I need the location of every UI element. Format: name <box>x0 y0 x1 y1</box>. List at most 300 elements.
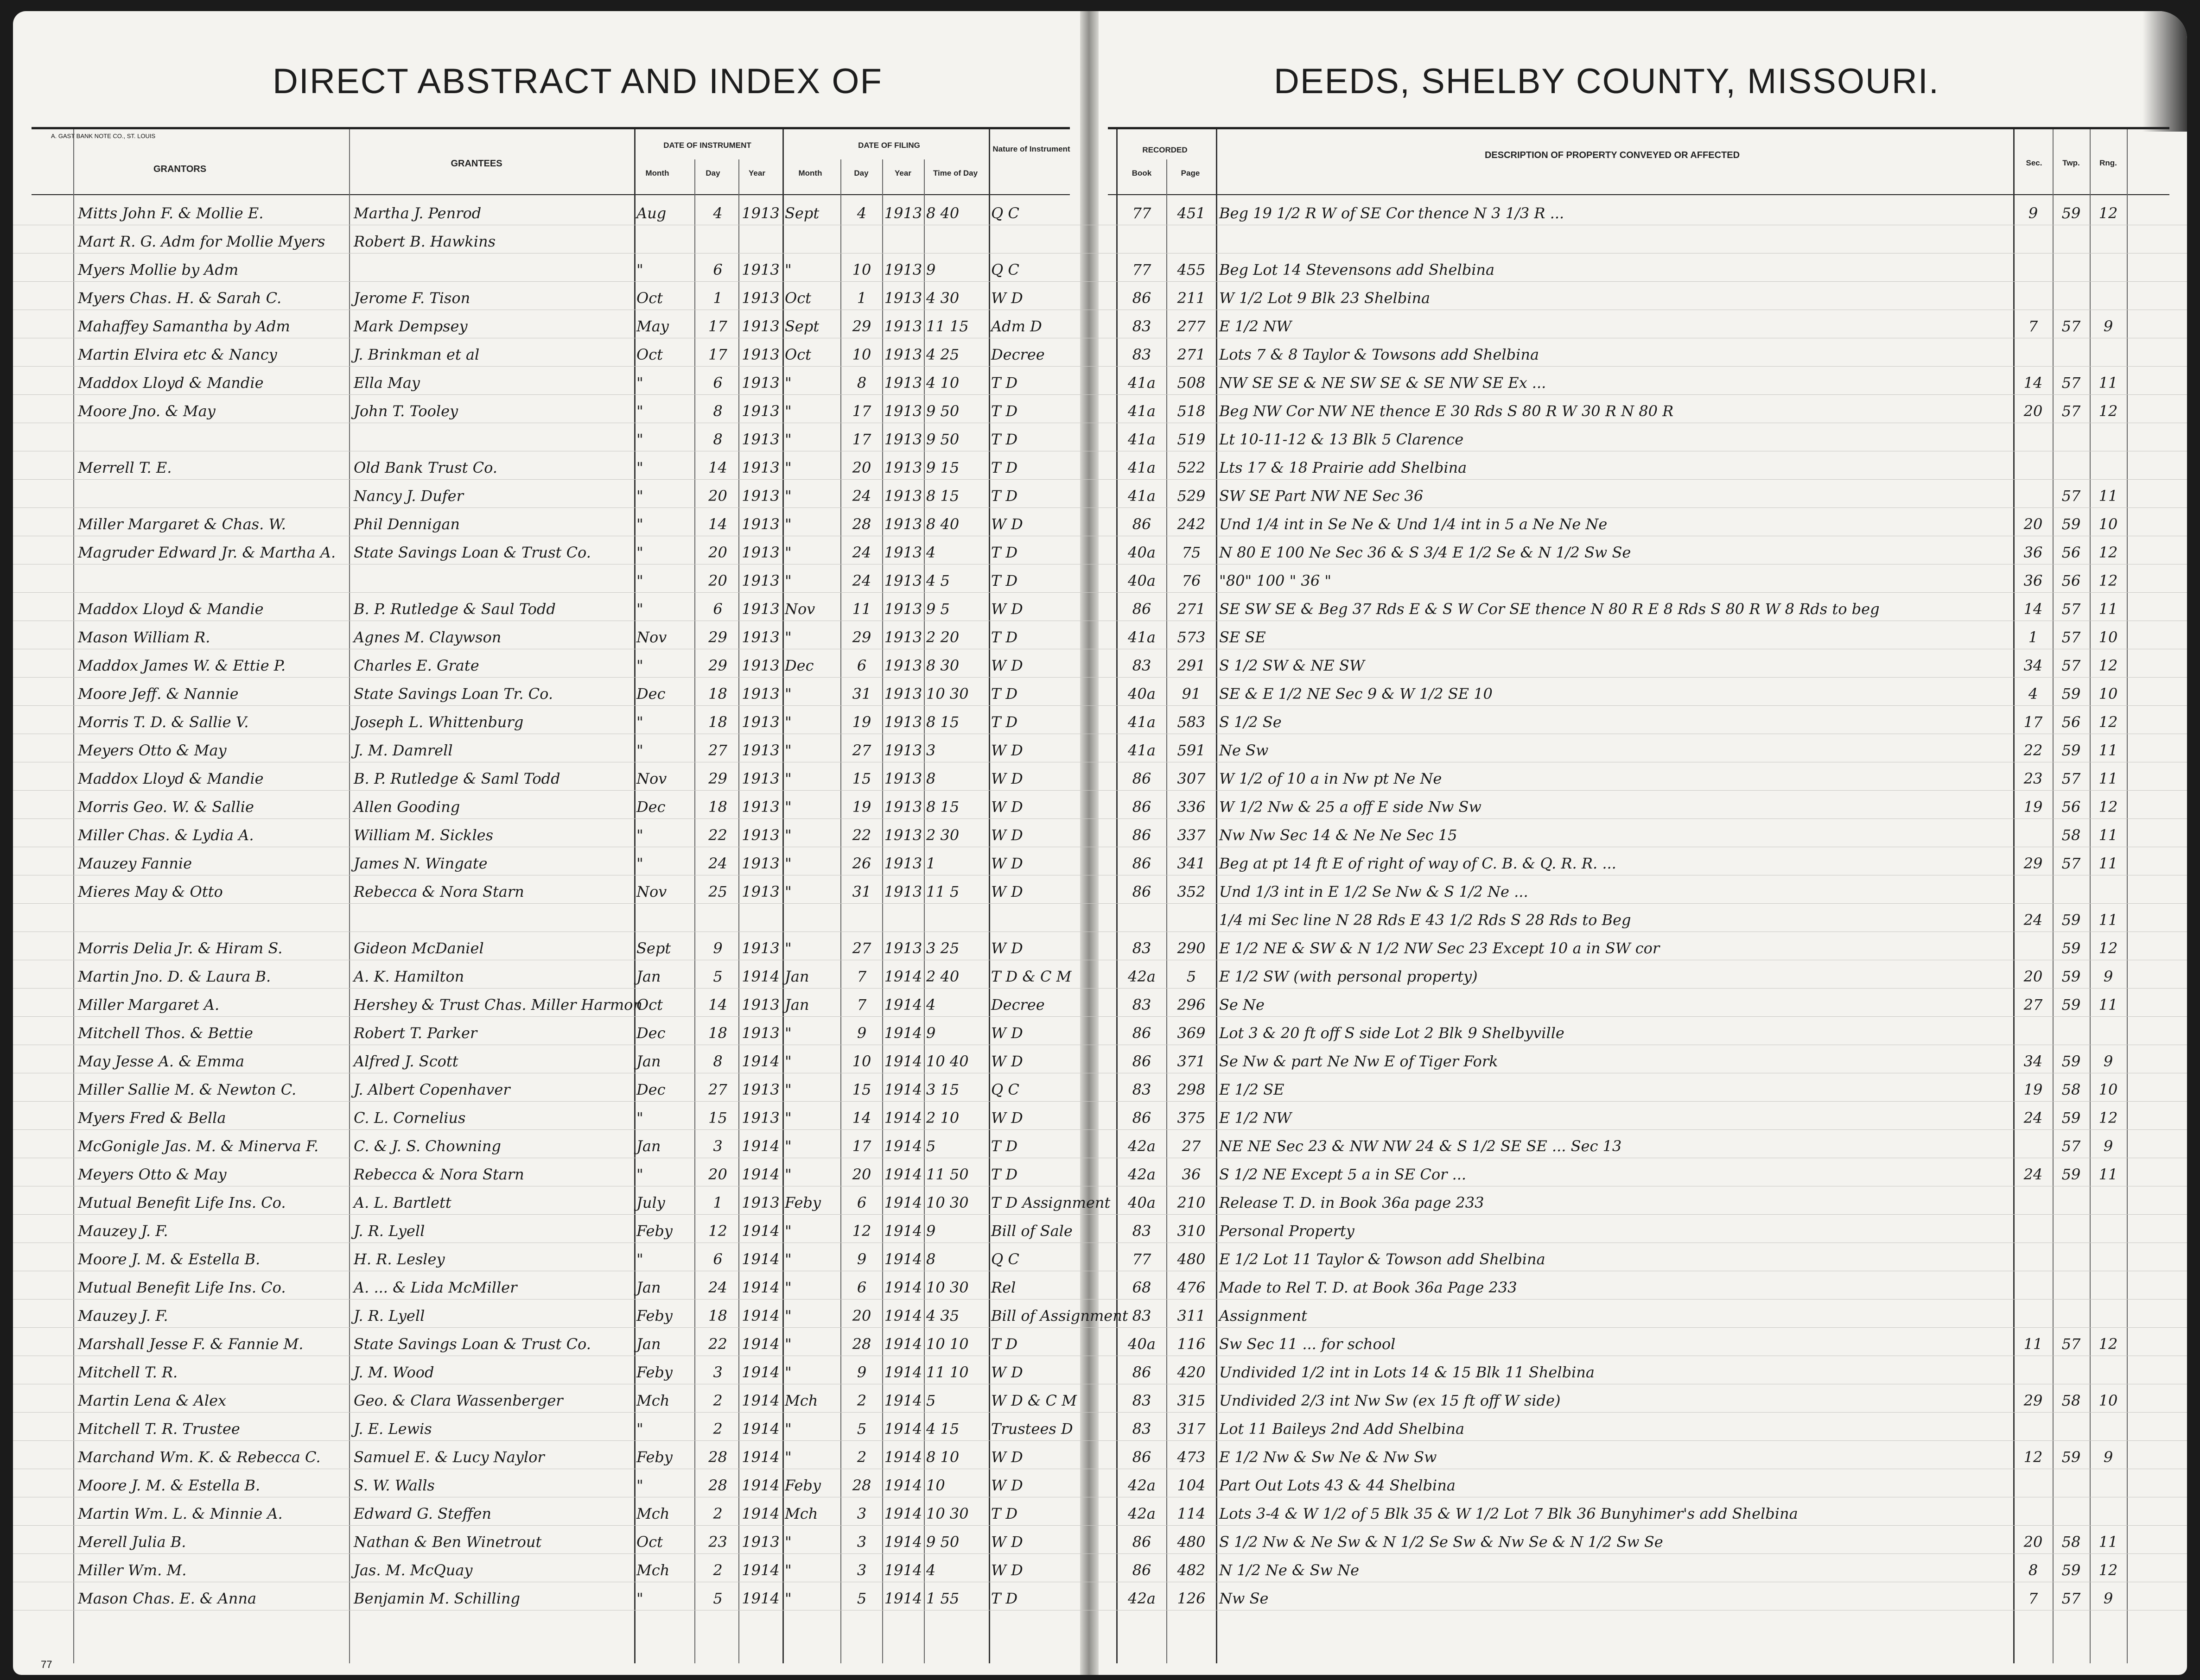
cell-iy: 1914 <box>742 1590 780 1607</box>
ledger-entry <box>13 1384 2187 1413</box>
cell-sec: 12 <box>2023 1448 2043 1466</box>
cell-grantor: Meyers Otto & May <box>78 742 227 759</box>
cell-sec: 36 <box>2023 572 2043 590</box>
cell-fm: " <box>785 1109 792 1127</box>
cell-iy: 1914 <box>742 1420 780 1438</box>
cell-grantor: Mieres May & Otto <box>78 883 223 900</box>
cell-fd: 6 <box>857 657 867 674</box>
cell-fm: " <box>785 628 792 646</box>
cell-fm: Dec <box>785 657 814 674</box>
cell-grantor: Moore J. M. & Estella B. <box>78 1477 261 1494</box>
cell-bk: 86 <box>1132 770 1151 787</box>
cell-im: Feby <box>636 1363 673 1381</box>
cell-sec: 23 <box>2023 770 2043 787</box>
cell-iy: 1913 <box>742 487 780 505</box>
cell-id: 2 <box>713 1392 723 1409</box>
ledger-entry <box>13 1186 2187 1215</box>
cell-grantee: Robert T. Parker <box>354 1024 477 1042</box>
cell-fy: 1913 <box>884 544 922 561</box>
cell-pg: 291 <box>1177 657 1206 674</box>
cell-grantor: Morris T. D. & Sallie V. <box>78 713 249 731</box>
cell-grantor: Mason Chas. E. & Anna <box>78 1590 257 1607</box>
footer-mark: 77 <box>41 1659 52 1670</box>
cell-im: Nov <box>636 770 667 787</box>
cell-desc: S 1/2 SW & NE SW <box>1219 657 1365 674</box>
cell-fy: 1913 <box>884 939 922 957</box>
cell-id: 14 <box>708 515 727 533</box>
cell-fm: Feby <box>785 1194 821 1211</box>
cell-fd: 9 <box>857 1363 867 1381</box>
cell-iy: 1914 <box>742 1363 780 1381</box>
cell-grantor: May Jesse A. & Emma <box>78 1052 245 1070</box>
cell-ft: 8 <box>926 770 936 787</box>
cell-im: Jan <box>636 1137 661 1155</box>
cell-twp: 57 <box>2061 855 2081 872</box>
cell-grantor: Miller Chas. & Lydia A. <box>78 826 254 844</box>
cell-iy: 1913 <box>742 798 780 816</box>
cell-grantee: State Savings Loan Tr. Co. <box>354 685 553 703</box>
header-rule-right <box>1108 127 2169 129</box>
cell-grantee: A. L. Bartlett <box>354 1194 451 1211</box>
cell-fy: 1913 <box>884 431 922 448</box>
cell-id: 20 <box>708 544 727 561</box>
cell-ft: 2 40 <box>926 968 960 985</box>
cell-fy: 1913 <box>884 826 922 844</box>
cell-sec: 1 <box>2028 628 2038 646</box>
cell-twp: 59 <box>2061 1561 2081 1579</box>
cell-grantor: Mitchell T. R. <box>78 1363 178 1381</box>
cell-iy: 1913 <box>742 996 780 1014</box>
cell-nat: W D <box>991 939 1023 957</box>
cell-fm: " <box>785 826 792 844</box>
header-time-of-day: Time of Day <box>933 169 978 178</box>
cell-twp: 57 <box>2061 487 2081 505</box>
ledger-entry <box>13 903 2187 932</box>
cell-desc: N 1/2 Ne & Sw Ne <box>1219 1561 1360 1579</box>
cell-im: " <box>636 487 643 505</box>
cell-twp: 57 <box>2061 374 2081 392</box>
cell-twp: 57 <box>2061 657 2081 674</box>
cell-iy: 1913 <box>742 1533 780 1551</box>
cell-id: 8 <box>713 1052 723 1070</box>
ledger-entry <box>13 677 2187 706</box>
cell-bk: 86 <box>1132 883 1151 900</box>
header-bottom-rule-right <box>1108 194 2169 195</box>
cell-nat: T D <box>991 459 1018 476</box>
cell-desc: NE NE Sec 23 & NW NW 24 & S 1/2 SE SE ... Sec 13 <box>1219 1137 1622 1155</box>
cell-im: Nov <box>636 883 667 900</box>
cell-fy: 1913 <box>884 855 922 872</box>
cell-fm: Jan <box>785 968 809 985</box>
cell-grantee: Joseph L. Whittenburg <box>354 713 524 731</box>
cell-fm: " <box>785 1307 792 1325</box>
cell-id: 6 <box>713 374 723 392</box>
cell-iy: 1914 <box>742 968 780 985</box>
cell-bk: 86 <box>1132 600 1151 618</box>
cell-grantee: Jas. M. McQuay <box>354 1561 473 1579</box>
cell-pg: 307 <box>1177 770 1206 787</box>
cell-ft: 4 35 <box>926 1307 960 1325</box>
cell-bk: 42a <box>1128 1590 1156 1607</box>
cell-bk: 83 <box>1132 346 1151 363</box>
cell-fy: 1914 <box>884 1420 922 1438</box>
cell-sec: 9 <box>2028 204 2038 222</box>
cell-grantor: Martin Jno. D. & Laura B. <box>78 968 271 985</box>
cell-id: 1 <box>713 1194 723 1211</box>
cell-desc: W 1/2 of 10 a in Nw pt Ne Ne <box>1219 770 1442 787</box>
cell-pg: 371 <box>1177 1052 1206 1070</box>
cell-nat: T D Assignment <box>991 1194 1111 1211</box>
ledger-entry <box>13 1356 2187 1384</box>
cell-grantor: Miller Wm. M. <box>78 1561 187 1579</box>
cell-ft: 3 <box>926 742 936 759</box>
cell-grantor: Mason William R. <box>78 628 210 646</box>
header-inst-month: Month <box>645 169 669 178</box>
cell-nat: Q C <box>991 1081 1019 1098</box>
cell-grantee: Jerome F. Tison <box>354 289 471 307</box>
cell-ft: 2 30 <box>926 826 960 844</box>
cell-iy: 1913 <box>742 261 780 279</box>
header-rng: Rng. <box>2099 158 2117 167</box>
cell-id: 27 <box>708 1081 727 1098</box>
printer-mark: A. GAST BANK NOTE CO., ST. LOUIS <box>51 133 156 139</box>
cell-grantor: Mitchell T. R. Trustee <box>78 1420 240 1438</box>
cell-grantee: State Savings Loan & Trust Co. <box>354 544 591 561</box>
cell-fm: " <box>785 1222 792 1240</box>
cell-fd: 20 <box>852 1166 871 1183</box>
cell-ft: 10 40 <box>926 1052 969 1070</box>
cell-fd: 17 <box>852 431 871 448</box>
cell-im: Feby <box>636 1222 673 1240</box>
cell-im: " <box>636 431 643 448</box>
cell-fm: " <box>785 939 792 957</box>
cell-fy: 1913 <box>884 770 922 787</box>
cell-desc: W 1/2 Nw & 25 a off E side Nw Sw <box>1219 798 1482 816</box>
cell-pg: 480 <box>1177 1533 1206 1551</box>
cell-rng: 11 <box>2098 826 2118 844</box>
cell-desc: Lot 11 Baileys 2nd Add Shelbina <box>1219 1420 1465 1438</box>
cell-pg: 529 <box>1177 487 1206 505</box>
cell-bk: 41a <box>1128 431 1156 448</box>
cell-fy: 1914 <box>884 1250 922 1268</box>
ledger-entry <box>13 988 2187 1017</box>
cell-grantor: Mitchell Thos. & Bettie <box>78 1024 253 1042</box>
cell-ft: 1 <box>926 855 936 872</box>
cell-nat: T D <box>991 1335 1018 1353</box>
cell-twp: 59 <box>2061 1052 2081 1070</box>
cell-twp: 59 <box>2061 685 2081 703</box>
cell-grantee: J. R. Lyell <box>354 1222 425 1240</box>
ledger-spread <box>13 11 2187 1675</box>
cell-bk: 86 <box>1132 855 1151 872</box>
cell-rng: 11 <box>2098 1533 2118 1551</box>
cell-sec: 7 <box>2028 1590 2038 1607</box>
cell-bk: 42a <box>1128 1166 1156 1183</box>
cell-fm: " <box>785 883 792 900</box>
cell-im: Oct <box>636 996 663 1014</box>
cell-grantor: Martin Wm. L. & Minnie A. <box>78 1505 283 1522</box>
cell-grantor: Mutual Benefit Life Ins. Co. <box>78 1279 286 1296</box>
cell-pg: 336 <box>1177 798 1206 816</box>
cell-fm: " <box>785 855 792 872</box>
cell-im: Mch <box>636 1392 670 1409</box>
cell-pg: 27 <box>1182 1137 1201 1155</box>
cell-pg: 271 <box>1177 600 1206 618</box>
cell-im: Aug <box>636 204 667 222</box>
cell-iy: 1913 <box>742 742 780 759</box>
cell-iy: 1913 <box>742 657 780 674</box>
cell-id: 20 <box>708 1166 727 1183</box>
cell-pg: 352 <box>1177 883 1206 900</box>
cell-fm: " <box>785 1448 792 1466</box>
cell-iy: 1914 <box>742 1222 780 1240</box>
cell-id: 6 <box>713 600 723 618</box>
cell-id: 6 <box>713 1250 723 1268</box>
cell-fm: " <box>785 798 792 816</box>
cell-bk: 86 <box>1132 1561 1151 1579</box>
cell-rng: 10 <box>2098 515 2118 533</box>
cell-pg: 290 <box>1177 939 1206 957</box>
cell-fd: 29 <box>852 317 871 335</box>
cell-bk: 83 <box>1132 1392 1151 1409</box>
cell-pg: 508 <box>1177 374 1206 392</box>
cell-grantor: Magruder Edward Jr. & Martha A. <box>78 544 336 561</box>
cell-im: " <box>636 826 643 844</box>
ledger-entry <box>13 1497 2187 1526</box>
cell-grantor: Martin Elvira etc & Nancy <box>78 346 277 363</box>
cell-fy: 1914 <box>884 1137 922 1155</box>
cell-grantee: Mark Dempsey <box>354 317 468 335</box>
cell-pg: 480 <box>1177 1250 1206 1268</box>
cell-id: 3 <box>713 1137 723 1155</box>
cell-bk: 40a <box>1128 1194 1156 1211</box>
cell-bk: 42a <box>1128 1505 1156 1522</box>
cell-ft: 10 30 <box>926 685 969 703</box>
cell-fd: 10 <box>852 1052 871 1070</box>
cell-nat: W D <box>991 798 1023 816</box>
cell-twp: 56 <box>2061 798 2081 816</box>
cell-desc: Release T. D. in Book 36a page 233 <box>1219 1194 1484 1211</box>
cell-sec: 24 <box>2023 1109 2043 1127</box>
cell-pg: 210 <box>1177 1194 1206 1211</box>
cell-ft: 8 15 <box>926 798 960 816</box>
cell-fd: 24 <box>852 487 871 505</box>
cell-bk: 83 <box>1132 657 1151 674</box>
cell-id: 17 <box>708 346 727 363</box>
cell-sec: 36 <box>2023 544 2043 561</box>
cell-desc: S 1/2 Se <box>1219 713 1282 731</box>
cell-im: " <box>636 1109 643 1127</box>
cell-grantor: Mauzey Fannie <box>78 855 192 872</box>
cell-rng: 12 <box>2098 657 2118 674</box>
cell-pg: 242 <box>1177 515 1206 533</box>
cell-bk: 68 <box>1132 1279 1151 1296</box>
cell-grantor: McGonigle Jas. M. & Minerva F. <box>78 1137 319 1155</box>
cell-twp: 59 <box>2061 911 2081 929</box>
cell-pg: 104 <box>1177 1477 1206 1494</box>
cell-bk: 86 <box>1132 826 1151 844</box>
cell-fm: Feby <box>785 1477 821 1494</box>
cell-ft: 9 5 <box>926 600 950 618</box>
cell-id: 5 <box>713 1590 723 1607</box>
page-title-left: DIRECT ABSTRACT AND INDEX OF <box>273 62 883 101</box>
cell-fm: " <box>785 402 792 420</box>
cell-fy: 1914 <box>884 1505 922 1522</box>
cell-nat: T D <box>991 1137 1018 1155</box>
cell-fd: 9 <box>857 1024 867 1042</box>
cell-grantor: Myers Chas. H. & Sarah C. <box>78 289 282 307</box>
cell-grantee: Allen Gooding <box>354 798 460 816</box>
cell-fy: 1914 <box>884 1307 922 1325</box>
cell-rng: 9 <box>2103 1052 2113 1070</box>
cell-ft: 5 <box>926 1137 936 1155</box>
cell-nat: W D <box>991 826 1023 844</box>
cell-twp: 57 <box>2061 600 2081 618</box>
cell-desc: W 1/2 Lot 9 Blk 23 Shelbina <box>1219 289 1431 307</box>
cell-grantee: Gideon McDaniel <box>354 939 484 957</box>
cell-iy: 1914 <box>742 1052 780 1070</box>
cell-grantee: J. M. Wood <box>354 1363 434 1381</box>
cell-nat: W D <box>991 770 1023 787</box>
cell-iy: 1914 <box>742 1448 780 1466</box>
cell-iy: 1914 <box>742 1250 780 1268</box>
cell-fy: 1914 <box>884 1363 922 1381</box>
cell-grantor: Myers Fred & Bella <box>78 1109 226 1127</box>
cell-desc: Lots 3-4 & W 1/2 of 5 Blk 35 & W 1/2 Lot 7 Blk 36 Bunyhimer's add Shelbina <box>1219 1505 1798 1522</box>
cell-grantor: Maddox James W. & Ettie P. <box>78 657 286 674</box>
cell-twp: 59 <box>2061 996 2081 1014</box>
cell-desc: Lot 3 & 20 ft off S side Lot 2 Blk 9 Shelbyville <box>1219 1024 1564 1042</box>
cell-fd: 29 <box>852 628 871 646</box>
cell-bk: 86 <box>1132 1052 1151 1070</box>
cell-fy: 1913 <box>884 374 922 392</box>
cell-twp: 57 <box>2061 1137 2081 1155</box>
cell-twp: 59 <box>2061 1448 2081 1466</box>
cell-im: Jan <box>636 1052 661 1070</box>
cell-grantor: Mart R. G. Adm for Mollie Myers <box>78 233 325 250</box>
cell-rng: 12 <box>2098 402 2118 420</box>
cell-bk: 86 <box>1132 798 1151 816</box>
cell-bk: 83 <box>1132 996 1151 1014</box>
cell-id: 14 <box>708 459 727 476</box>
cell-bk: 40a <box>1128 1335 1156 1353</box>
cell-nat: Bill of Sale <box>991 1222 1073 1240</box>
cell-ft: 2 10 <box>926 1109 960 1127</box>
cell-fm: " <box>785 1166 792 1183</box>
cell-fd: 1 <box>857 289 867 307</box>
cell-fd: 11 <box>852 600 871 618</box>
cell-sec: 14 <box>2023 374 2043 392</box>
cell-fy: 1913 <box>884 572 922 590</box>
cell-grantor: Moore Jno. & May <box>78 402 216 420</box>
cell-pg: 114 <box>1177 1505 1206 1522</box>
cell-fm: " <box>785 572 792 590</box>
cell-fm: " <box>785 544 792 561</box>
cell-nat: W D <box>991 1477 1023 1494</box>
cell-rng: 11 <box>2098 487 2118 505</box>
cell-pg: 315 <box>1177 1392 1206 1409</box>
cell-iy: 1913 <box>742 431 780 448</box>
cell-im: " <box>636 1250 643 1268</box>
cell-rng: 12 <box>2098 939 2118 957</box>
cell-fy: 1914 <box>884 1561 922 1579</box>
cell-pg: 311 <box>1177 1307 1206 1325</box>
cell-desc: Assignment <box>1219 1307 1308 1325</box>
cell-grantee: Geo. & Clara Wassenberger <box>354 1392 563 1409</box>
cell-id: 22 <box>708 826 727 844</box>
cell-nat: T D <box>991 431 1018 448</box>
cell-fm: " <box>785 1561 792 1579</box>
cell-sec: 29 <box>2023 855 2043 872</box>
cell-grantee: Hershey & Trust Chas. Miller Harmon <box>354 996 643 1014</box>
cell-ft: 2 20 <box>926 628 960 646</box>
cell-iy: 1913 <box>742 402 780 420</box>
cell-im: Oct <box>636 346 663 363</box>
ledger-entry <box>13 338 2187 367</box>
cell-desc: Nw Se <box>1219 1590 1269 1607</box>
cell-nat: T D <box>991 572 1018 590</box>
cell-ft: 4 30 <box>926 289 960 307</box>
cell-id: 18 <box>708 685 727 703</box>
cell-nat: Trustees D <box>991 1420 1073 1438</box>
cell-grantor: Myers Mollie by Adm <box>78 261 239 279</box>
cell-desc: Beg NW Cor NW NE thence E 30 Rds S 80 R W 30 R N 80 R <box>1219 402 1674 420</box>
header-inst-day: Day <box>706 169 720 178</box>
cell-fd: 28 <box>852 1477 871 1494</box>
cell-rng: 11 <box>2098 770 2118 787</box>
cell-nat: T D <box>991 1590 1018 1607</box>
cell-grantee: Robert B. Hawkins <box>354 233 496 250</box>
cell-fy: 1914 <box>884 1222 922 1240</box>
cell-fm: " <box>785 685 792 703</box>
cell-twp: 56 <box>2061 544 2081 561</box>
cell-fd: 20 <box>852 459 871 476</box>
cell-ft: 3 25 <box>926 939 960 957</box>
cell-twp: 56 <box>2061 572 2081 590</box>
cell-fm: " <box>785 1279 792 1296</box>
cell-fm: " <box>785 1335 792 1353</box>
cell-nat: Q C <box>991 1250 1019 1268</box>
cell-grantee: Martha J. Penrod <box>354 204 482 222</box>
ledger-entry <box>13 734 2187 762</box>
cell-pg: 126 <box>1177 1590 1206 1607</box>
cell-fd: 24 <box>852 572 871 590</box>
cell-id: 18 <box>708 798 727 816</box>
cell-bk: 86 <box>1132 1109 1151 1127</box>
cell-grantor: Mauzey J. F. <box>78 1222 168 1240</box>
cell-bk: 83 <box>1132 1222 1151 1240</box>
cell-fd: 5 <box>857 1590 867 1607</box>
cell-id: 28 <box>708 1448 727 1466</box>
cell-im: " <box>636 459 643 476</box>
ledger-entry <box>13 253 2187 282</box>
header-date-of-filing: DATE OF FILING <box>858 141 920 150</box>
cell-id: 24 <box>708 1279 727 1296</box>
cell-fm: Nov <box>785 600 815 618</box>
cell-grantee: S. W. Walls <box>354 1477 435 1494</box>
cell-desc: E 1/2 SW (with personal property) <box>1219 968 1478 985</box>
cell-sec: 20 <box>2023 515 2043 533</box>
cell-sec: 19 <box>2023 798 2043 816</box>
cell-fd: 8 <box>857 374 867 392</box>
cell-fy: 1913 <box>884 600 922 618</box>
cell-sec: 24 <box>2023 1166 2043 1183</box>
cell-sec: 20 <box>2023 1533 2043 1551</box>
cell-sec: 17 <box>2023 713 2043 731</box>
cell-pg: 337 <box>1177 826 1206 844</box>
cell-im: " <box>636 402 643 420</box>
cell-im: Dec <box>636 1081 666 1098</box>
